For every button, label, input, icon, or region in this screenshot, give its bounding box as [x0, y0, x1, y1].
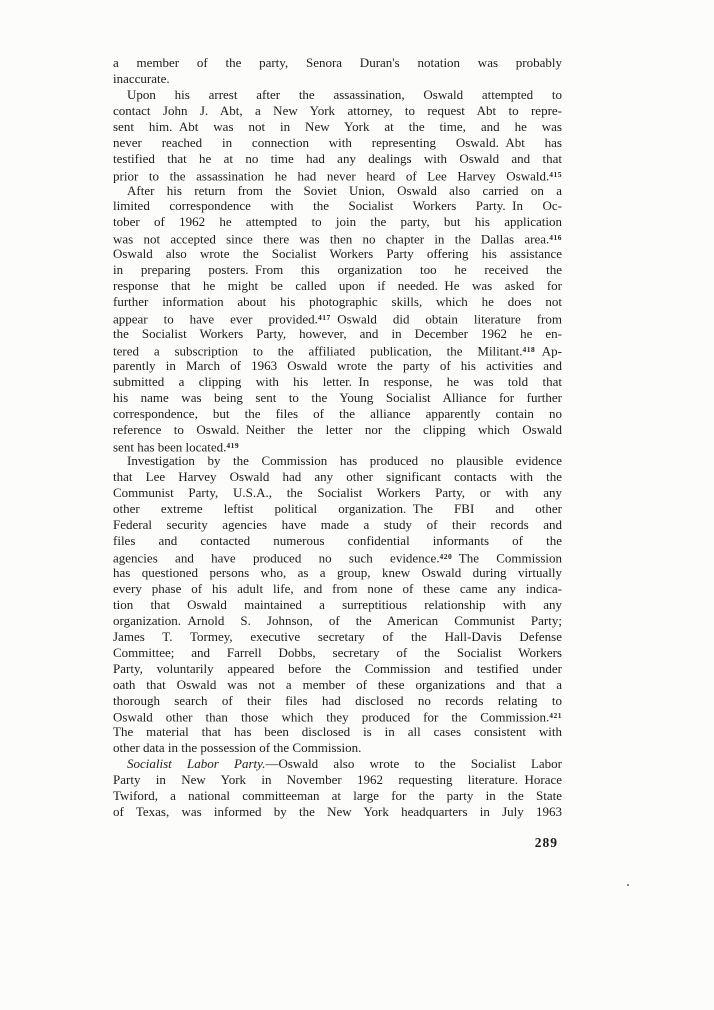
text-run: testified that he at no time had any dealings with Oswald and that [113, 150, 562, 166]
text-run: sent him. Abt was not in New York at the time, and he was [113, 118, 562, 134]
footnote-ref: 419 [226, 440, 240, 450]
text-line [113, 501, 562, 517]
text-run: thorough search of their files had disclosed no records relating to [113, 692, 562, 708]
text-line [113, 677, 562, 693]
text-line [113, 581, 562, 597]
text-line [113, 740, 562, 756]
text-line [113, 693, 562, 709]
text-run: contact John J. Abt, a New York attorney, to request Abt to repre- [113, 102, 562, 118]
scan-speck [627, 884, 629, 886]
text-line [113, 517, 562, 533]
text-line [113, 613, 562, 629]
text-line [113, 629, 562, 645]
text-line [113, 549, 562, 565]
text-run: prior to the assassination he had never heard of Lee Harvey Oswald. [113, 168, 550, 184]
text-line [113, 278, 562, 294]
text-run: tober of 1962 he attempted to join the party, but his application [113, 214, 562, 230]
text-line [113, 326, 562, 342]
text-line [113, 198, 562, 214]
text-line [113, 645, 562, 661]
text-run: organization. Arnold S. Johnson, of the American Communist Party; [113, 612, 562, 628]
text-run: oath that Oswald was not a member of these organizations and that a [113, 676, 562, 692]
footnote-ref: 421 [549, 711, 562, 721]
text-line [113, 565, 562, 581]
text-line [113, 151, 562, 167]
text-line [113, 87, 562, 103]
text-run: a member of the party, Senora Duran's notation was probably [113, 55, 562, 70]
text-run: his name was being sent to the Young Socialist Alliance for further [113, 389, 562, 405]
text-run: sent has been located. [113, 439, 227, 454]
text-line [113, 55, 562, 71]
text-line [113, 103, 562, 119]
text-line [113, 756, 562, 772]
text-line [113, 469, 562, 485]
text-run: other extreme leftist political organization. The FBI and other [113, 501, 562, 517]
text-run: in preparing posters. From this organization too he received the [113, 262, 562, 278]
text-run: The material that has been disclosed is in all cases consistent with [113, 724, 562, 740]
text-line [113, 230, 562, 246]
para-duran-continuation [113, 55, 562, 87]
text-line [113, 71, 562, 87]
text-line [113, 294, 562, 310]
text-run: the Socialist Workers Party, however, and in December 1962 he en- [113, 325, 562, 341]
text-line [113, 453, 562, 469]
text-line [113, 788, 562, 804]
text-run: Twiford, a national committeeman at large for the party in the State [113, 788, 562, 804]
text-run: limited correspondence with the Socialist Workers Party. In Oc- [113, 198, 562, 214]
text-run: Committee; and Farrell Dobbs, secretary of the Socialist Workers [113, 644, 562, 660]
text-line [113, 804, 562, 820]
text-run: appear to have ever provided. [113, 311, 318, 327]
footnote-ref: 418 [522, 344, 536, 354]
text-line [113, 772, 562, 788]
text-line [113, 724, 562, 740]
text-line [113, 342, 562, 358]
text-run: Investigation by the Commission has produced no plausible evidence [127, 453, 562, 469]
footnote-ref: 420 [439, 552, 453, 562]
text-run: Party in New York in November 1962 requesting literature. Horace [113, 772, 562, 788]
text-run: reference to Oswald. Neither the letter nor the clipping which Oswald [113, 421, 562, 437]
text-run: files and contacted numerous confidential informants of the [113, 533, 562, 549]
text-run: every phase of his adult life, and from none of these came any indica- [113, 580, 562, 596]
text-line [113, 422, 562, 438]
text-run: Party, voluntarily appeared before the Commission and testified under [113, 660, 562, 676]
text-line [113, 533, 562, 549]
text-run: never reached in connection with representing Oswald. Abt has [113, 134, 562, 150]
italic-run: Socialist Labor Party. [127, 756, 266, 772]
text-run: Upon his arrest after the assassination, Oswald attempted to [127, 86, 562, 102]
text-run: Oswald also wrote the Socialist Workers Party offering his assistance [113, 246, 562, 262]
text-line [113, 167, 562, 183]
text-block [113, 55, 562, 820]
text-line [113, 374, 562, 390]
text-run: The Commission [452, 550, 562, 566]
text-run: James T. Tormey, executive secretary of the Hall-Davis Defense [113, 628, 562, 644]
text-run: further information about his photographic skills, which he does not [113, 294, 562, 310]
text-run: of Texas, was informed by the New York headquarters in July 1963 [113, 804, 562, 820]
text-run: correspondence, but the files of the alliance apparently contain no [113, 405, 562, 421]
text-line [113, 438, 562, 454]
text-run: Oswald did obtain literature from [330, 311, 563, 327]
para-socialist-workers [113, 183, 562, 454]
text-run: was not accepted since there was then no chapter in the Dallas area. [113, 231, 550, 247]
text-run: response that he might be called upon if needed. He was asked for [113, 278, 562, 294]
para-abt [113, 87, 562, 183]
footnote-ref: 415 [549, 169, 562, 179]
text-run: tion that Oswald maintained a surreptitious relationship with any [113, 596, 562, 612]
text-run: Federal security agencies have made a study of their records and [113, 517, 562, 533]
text-run: —Oswald also wrote to the Socialist Labor [265, 756, 562, 772]
text-line [113, 119, 562, 135]
text-line [113, 390, 562, 406]
text-run: that Lee Harvey Oswald had any other significant contacts with the [113, 469, 562, 485]
text-line [113, 246, 562, 262]
footnote-ref: 417 [317, 313, 331, 322]
text-line [113, 597, 562, 613]
footnote-ref: 416 [549, 233, 562, 243]
text-line [113, 135, 562, 151]
text-line [113, 708, 562, 724]
para-socialist-labor [113, 756, 562, 820]
text-line [113, 406, 562, 422]
text-run: parently in March of 1963 Oswald wrote the party of his activities and [113, 357, 562, 373]
text-run: Communist Party, U.S.A., the Socialist Workers Party, or with any [113, 485, 562, 501]
text-run: has questioned persons who, as a group, knew Oswald during virtually [113, 565, 562, 580]
text-run: After his return from the Soviet Union, Oswald also carried on a [127, 182, 562, 198]
text-run: Oswald other than those which they produced for the Commission. [113, 709, 550, 725]
text-run: tered a subscription to the affiliated publication, the Militant. [113, 343, 523, 359]
text-line [113, 214, 562, 230]
text-line [113, 485, 562, 501]
text-line [113, 262, 562, 278]
text-line [113, 183, 562, 199]
text-run: other data in the possession of the Commission. [113, 740, 362, 756]
text-line [113, 358, 562, 374]
text-run: Ap- [535, 343, 562, 359]
text-run: submitted a clipping with his letter. In response, he was told that [113, 373, 562, 389]
text-run: inaccurate. [113, 70, 170, 86]
text-line [113, 310, 562, 326]
text-run: agencies and have produced no such evidence. [113, 550, 440, 566]
text-line [113, 661, 562, 677]
para-investigation [113, 453, 562, 756]
page-number: 289 [534, 835, 558, 850]
